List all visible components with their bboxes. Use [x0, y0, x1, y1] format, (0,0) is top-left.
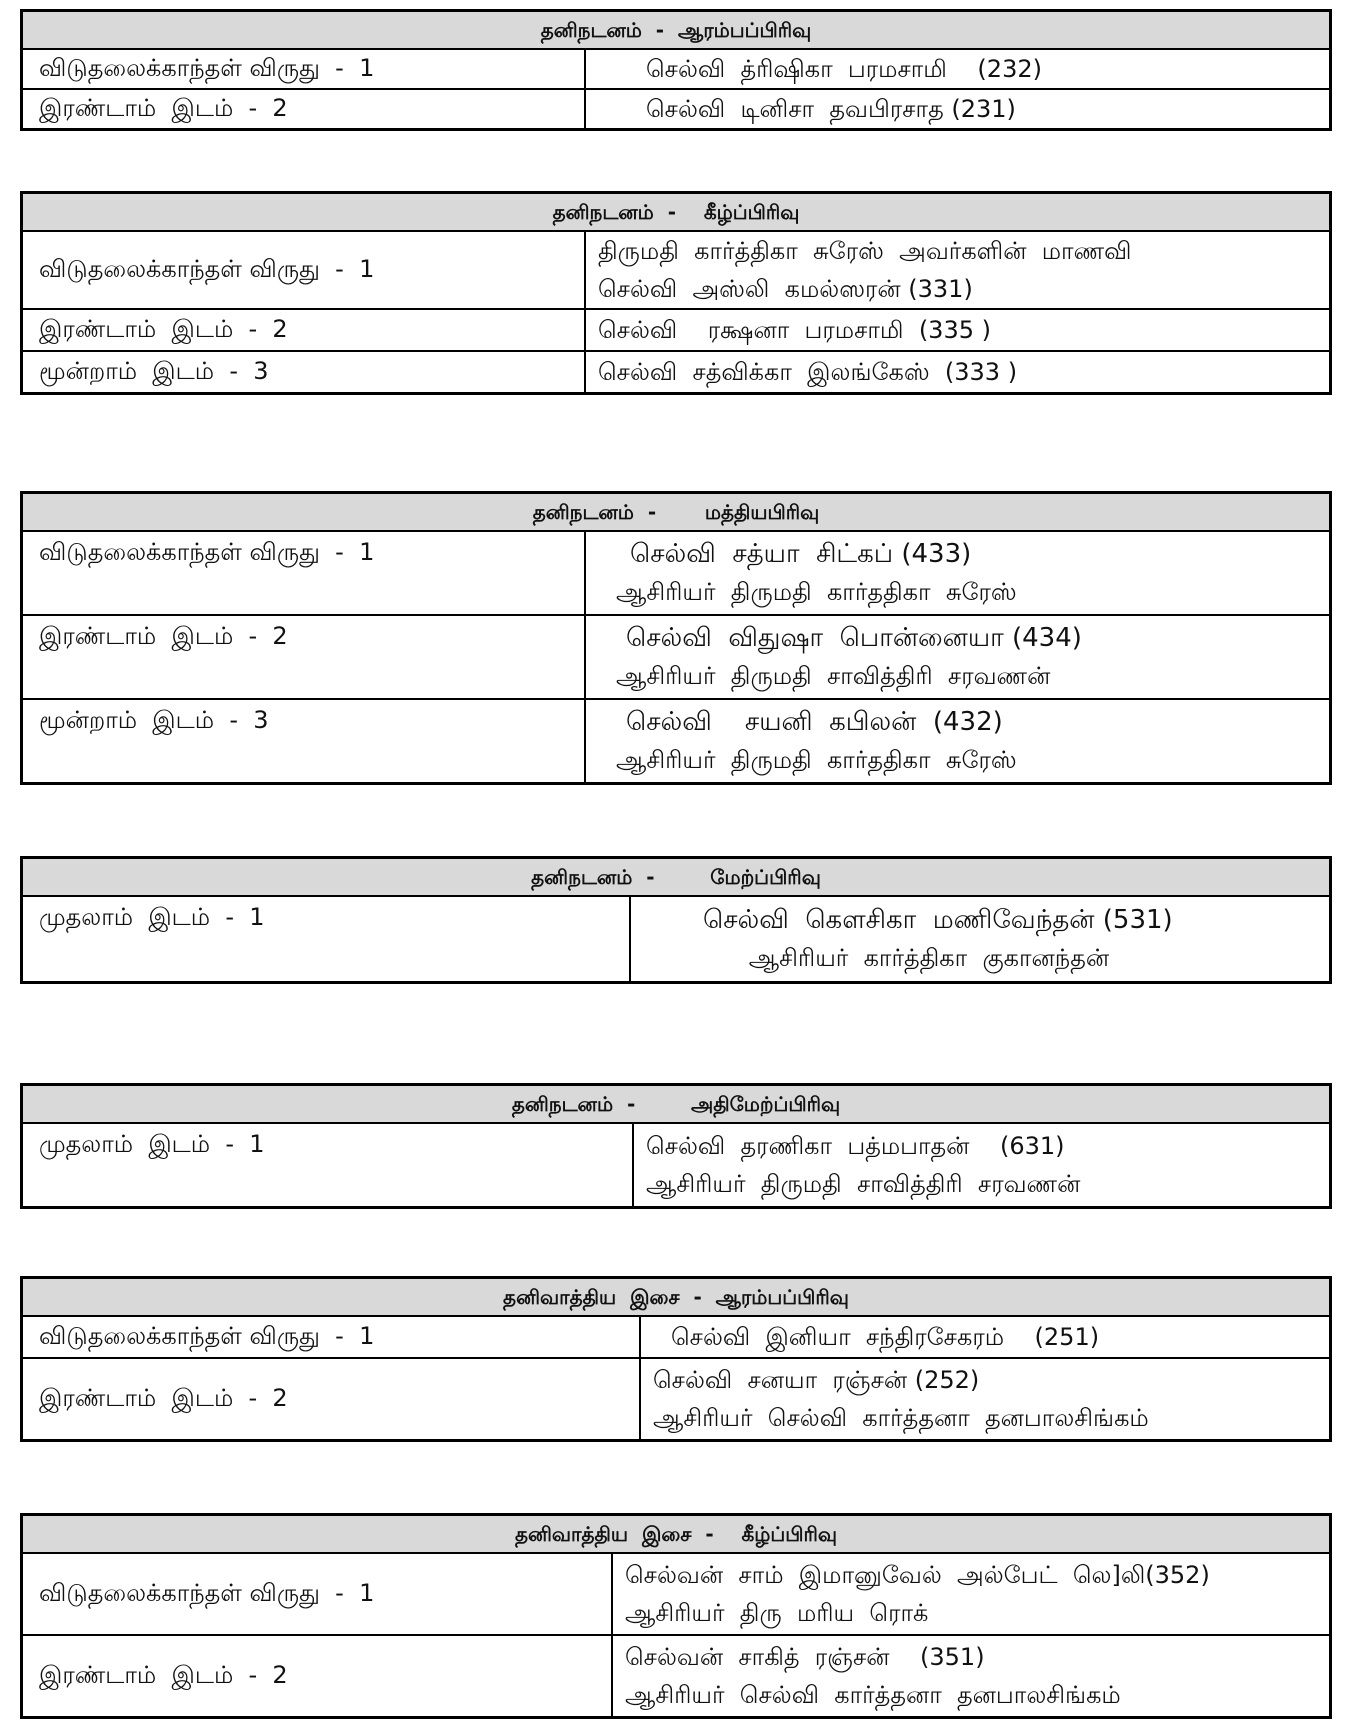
winner-name: செல்வன் சாம் இமானுவேல் அல்பேட் லெ]லி(352) [625, 1561, 1210, 1589]
table-header: தனிநடனம் - அதிமேற்ப்பிரிவு [23, 1086, 1329, 1124]
place-cell: விடுதலைக்காந்தள் விருது - 1 [23, 1554, 613, 1634]
winner-cell [586, 232, 1329, 308]
teacher-name: ஆசிரியர் திரு மரிய ரொக் [625, 1599, 929, 1627]
table-row [23, 308, 1329, 350]
table-header: தனிநடனம் - ஆரம்பப்பிரிவு [23, 12, 1329, 50]
results-table-1 [20, 9, 1332, 131]
place-cell: விடுதலைக்காந்தள் விருது - 1 [23, 232, 586, 308]
table-row [23, 88, 1329, 128]
results-table-4 [20, 856, 1332, 984]
table-row [23, 1634, 1329, 1716]
winner-name: செல்வி ரக்ஷனா பரமசாமி (335 ) [598, 316, 991, 344]
winner-cell [586, 50, 1329, 88]
winner-cell [586, 90, 1329, 128]
place-cell: இரண்டாம் இடம் - 2 [23, 1359, 641, 1439]
table-row [23, 50, 1329, 88]
table-row [23, 698, 1329, 782]
table-row [23, 897, 1329, 981]
winner-cell [613, 1554, 1329, 1634]
winner-cell [586, 616, 1329, 698]
results-table-3 [20, 491, 1332, 785]
table-row [23, 532, 1329, 614]
results-table-2 [20, 191, 1332, 395]
results-table-7 [20, 1513, 1332, 1719]
winner-name: செல்வி கௌசிகா மணிவேந்தன் (531) [703, 905, 1173, 935]
winner-cell [586, 700, 1329, 782]
winner-cell [641, 1317, 1329, 1357]
place-cell: இரண்டாம் இடம் - 2 [23, 616, 586, 698]
place-cell: மூன்றாம் இடம் - 3 [23, 352, 586, 392]
winner-cell [586, 532, 1329, 614]
table-header: தனிநடனம் - மத்தியபிரிவு [23, 494, 1329, 532]
winner-cell [586, 310, 1329, 350]
table-row [23, 232, 1329, 308]
winner-cell [634, 1124, 1329, 1206]
table-row [23, 1554, 1329, 1634]
teacher-name: ஆசிரியர் திருமதி கார்ததிகா சுரேஸ் [616, 746, 1017, 774]
table-header: தனிநடனம் - மேற்ப்பிரிவு [23, 859, 1329, 897]
winner-cell [631, 897, 1329, 981]
winner-name: செல்வி டினிசா தவபிரசாத (231) [646, 95, 1016, 123]
place-cell: விடுதலைக்காந்தள் விருது - 1 [23, 50, 586, 88]
results-table-6 [20, 1276, 1332, 1442]
place-cell: இரண்டாம் இடம் - 2 [23, 90, 586, 128]
place-cell: இரண்டாம் இடம் - 2 [23, 310, 586, 350]
teacher-note: திருமதி கார்த்திகா சுரேஸ் அவர்களின் மாணவி [598, 237, 1132, 265]
place-cell: முதலாம் இடம் - 1 [23, 1124, 634, 1206]
winner-name: செல்வி இனியா சந்திரசேகரம் (251) [671, 1323, 1100, 1351]
winner-name: செல்வி தரணிகா பத்மபாதன் (631) [646, 1132, 1065, 1160]
winner-name: செல்வி சத்யா சிட்கப் (433) [630, 539, 972, 569]
place-cell: விடுதலைக்காந்தள் விருது - 1 [23, 1317, 641, 1357]
teacher-name: ஆசிரியர் திருமதி கார்ததிகா சுரேஸ் [616, 578, 1017, 606]
table-row [23, 350, 1329, 392]
teacher-name: ஆசிரியர் திருமதி சாவித்திரி சரவணன் [616, 662, 1051, 690]
place-cell: இரண்டாம் இடம் - 2 [23, 1636, 613, 1716]
table-row [23, 1317, 1329, 1357]
place-cell: விடுதலைக்காந்தள் விருது - 1 [23, 532, 586, 614]
place-cell: மூன்றாம் இடம் - 3 [23, 700, 586, 782]
table-header: தனிவாத்திய இசை - கீழ்ப்பிரிவு [23, 1516, 1329, 1554]
table-row [23, 1357, 1329, 1439]
winner-name: செல்வன் சாகித் ரஞ்சன் (351) [625, 1643, 985, 1671]
teacher-name: ஆசிரியர் செல்வி கார்த்தனா தனபாலசிங்கம் [625, 1681, 1121, 1709]
table-row [23, 614, 1329, 698]
table-header: தனிநடனம் - கீழ்ப்பிரிவு [23, 194, 1329, 232]
table-header: தனிவாத்திய இசை - ஆரம்பப்பிரிவு [23, 1279, 1329, 1317]
winner-name: செல்வி சயனி கபிலன் (432) [626, 707, 1003, 737]
teacher-name: ஆசிரியர் கார்த்திகா குகானந்தன் [703, 944, 1110, 972]
results-table-5 [20, 1083, 1332, 1209]
place-cell: முதலாம் இடம் - 1 [23, 897, 631, 981]
winner-cell [641, 1359, 1329, 1439]
teacher-name: ஆசிரியர் செல்வி கார்த்தனா தனபாலசிங்கம் [653, 1404, 1149, 1432]
teacher-name: ஆசிரியர் திருமதி சாவித்திரி சரவணன் [646, 1170, 1081, 1198]
winner-name: செல்வி சத்விக்கா இலங்கேஸ் (333 ) [598, 358, 1018, 386]
winner-name: செல்வி சனயா ரஞ்சன் (252) [653, 1366, 980, 1394]
winner-name: செல்வி விதுஷா பொன்னையா (434) [626, 623, 1082, 653]
winner-cell [586, 352, 1329, 392]
winner-name: செல்வி அஸ்லி கமல்ஸரன் (331) [598, 275, 973, 303]
winner-name: செல்வி த்ரிஷிகா பரமசாமி (232) [646, 55, 1042, 83]
table-row [23, 1124, 1329, 1206]
winner-cell [613, 1636, 1329, 1716]
